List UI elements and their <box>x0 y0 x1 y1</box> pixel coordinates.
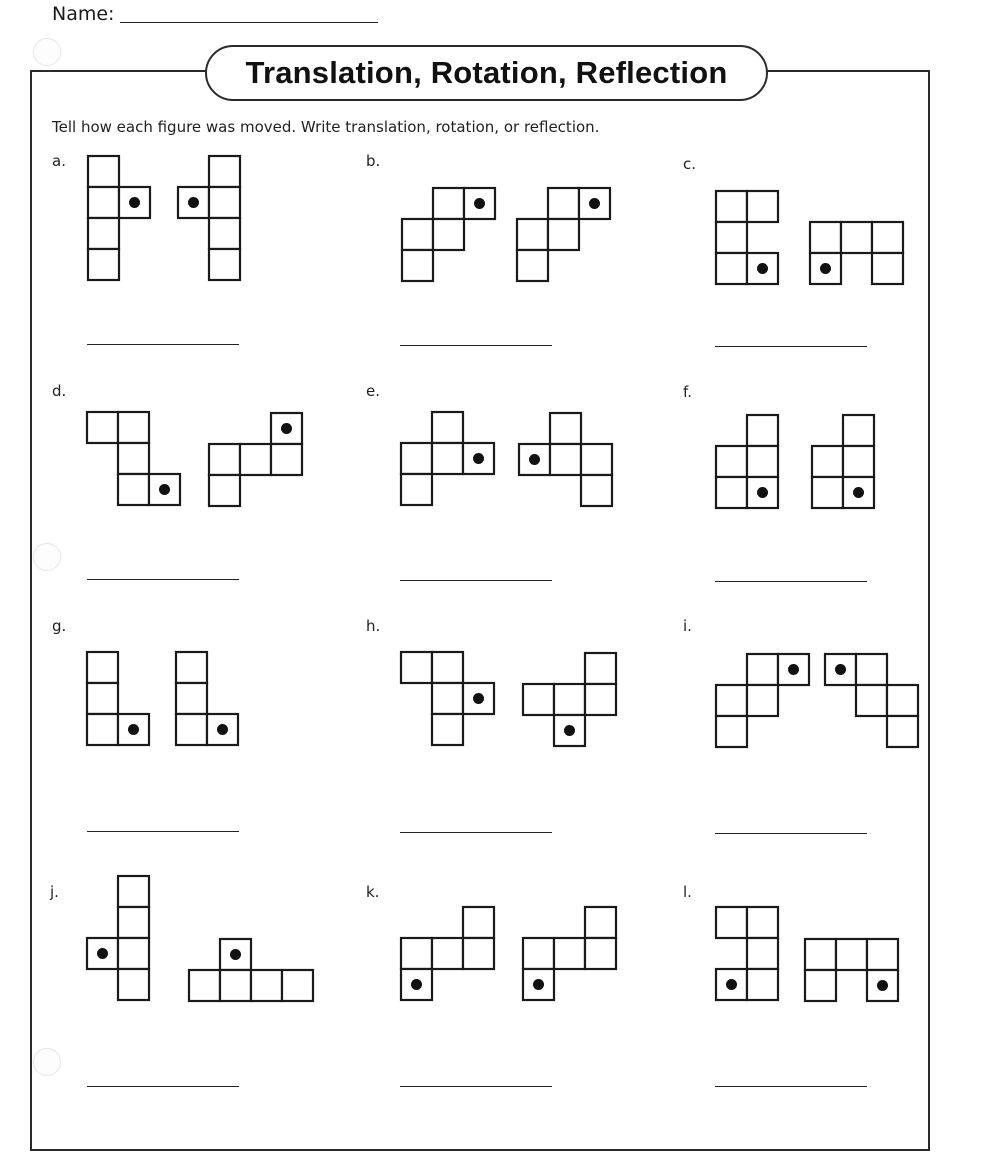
figure-b-left <box>402 188 495 281</box>
grid-square <box>856 685 887 716</box>
marker-dot <box>188 197 199 208</box>
marker-dot <box>564 725 575 736</box>
grid-square <box>585 938 616 969</box>
grid-square <box>887 716 918 747</box>
figure-c-left <box>716 191 778 284</box>
grid-square <box>118 876 149 907</box>
marker-dot <box>835 664 846 675</box>
name-label: Name: <box>52 3 115 25</box>
problem-label-g: g. <box>52 617 67 635</box>
grid-square <box>872 222 903 253</box>
grid-square <box>87 412 118 443</box>
marker-dot <box>159 484 170 495</box>
grid-square <box>716 477 747 508</box>
figure-h-left <box>401 652 494 745</box>
grid-square <box>432 683 463 714</box>
grid-square <box>402 219 433 250</box>
grid-square <box>176 714 207 745</box>
figure-a-left <box>88 156 150 280</box>
marker-dot <box>411 979 422 990</box>
grid-square <box>716 907 747 938</box>
problem-label-i: i. <box>683 617 692 635</box>
grid-square <box>716 222 747 253</box>
grid-square <box>251 970 282 1001</box>
grid-square <box>747 969 778 1000</box>
grid-square <box>517 250 548 281</box>
grid-square <box>747 938 778 969</box>
grid-square <box>716 446 747 477</box>
problem-label-h: h. <box>366 617 381 635</box>
grid-square <box>401 938 432 969</box>
figure-f-left <box>716 415 778 508</box>
figure-k-left <box>401 907 494 1000</box>
grid-square <box>401 443 432 474</box>
marker-dot <box>853 487 864 498</box>
grid-square <box>747 415 778 446</box>
grid-square <box>432 443 463 474</box>
grid-square <box>176 683 207 714</box>
instructions: Tell how each figure was moved. Write translation, rotation, or reflection. <box>52 118 600 136</box>
grid-square <box>805 939 836 970</box>
grid-square <box>585 684 616 715</box>
marker-dot <box>473 453 484 464</box>
grid-square <box>240 444 271 475</box>
marker-dot <box>281 423 292 434</box>
grid-square <box>585 653 616 684</box>
grid-square <box>581 475 612 506</box>
marker-dot <box>217 724 228 735</box>
grid-square <box>88 156 119 187</box>
grid-square <box>209 475 240 506</box>
marker-dot <box>128 724 139 735</box>
grid-square <box>867 939 898 970</box>
grid-square <box>271 444 302 475</box>
marker-dot <box>529 454 540 465</box>
grid-square <box>872 253 903 284</box>
grid-square <box>716 716 747 747</box>
grid-square <box>716 253 747 284</box>
grid-square <box>856 654 887 685</box>
problem-label-b: b. <box>366 152 381 170</box>
grid-square <box>581 444 612 475</box>
grid-square <box>812 477 843 508</box>
grid-square <box>209 156 240 187</box>
marker-dot <box>473 693 484 704</box>
marker-dot <box>129 197 140 208</box>
grid-square <box>836 939 867 970</box>
problem-label-f: f. <box>683 383 692 401</box>
grid-square <box>548 188 579 219</box>
grid-square <box>209 218 240 249</box>
figure-a-right <box>178 156 240 280</box>
grid-square <box>220 970 251 1001</box>
problem-label-j: j. <box>50 883 59 901</box>
grid-square <box>523 938 554 969</box>
figure-j-right <box>189 939 313 1001</box>
grid-square <box>176 652 207 683</box>
grid-square <box>432 652 463 683</box>
grid-square <box>87 683 118 714</box>
grid-square <box>463 907 494 938</box>
grid-square <box>118 443 149 474</box>
grid-square <box>433 219 464 250</box>
page-title: Translation, Rotation, Reflection <box>245 55 728 90</box>
figure-b-right <box>517 188 610 281</box>
marker-dot <box>757 487 768 498</box>
grid-square <box>841 222 872 253</box>
figure-c-right <box>810 222 903 284</box>
grid-square <box>209 249 240 280</box>
marker-dot <box>757 263 768 274</box>
figure-d-right <box>209 413 302 506</box>
marker-dot <box>820 263 831 274</box>
problem-label-k: k. <box>366 883 380 901</box>
grid-square <box>118 474 149 505</box>
grid-square <box>401 652 432 683</box>
grid-square <box>585 907 616 938</box>
figure-k-right <box>523 907 616 1000</box>
grid-square <box>747 654 778 685</box>
problem-label-c: c. <box>683 155 697 173</box>
figure-l-left <box>716 907 778 1000</box>
grid-square <box>843 446 874 477</box>
marker-dot <box>589 198 600 209</box>
figure-i-right <box>825 654 918 747</box>
grid-square <box>401 474 432 505</box>
grid-square <box>432 714 463 745</box>
grid-square <box>88 187 119 218</box>
figure-d-left <box>87 412 180 505</box>
grid-square <box>87 714 118 745</box>
marker-dot <box>726 979 737 990</box>
grid-square <box>282 970 313 1001</box>
grid-square <box>716 685 747 716</box>
grid-square <box>189 970 220 1001</box>
grid-square <box>209 444 240 475</box>
grid-square <box>432 938 463 969</box>
grid-square <box>747 446 778 477</box>
grid-square <box>88 249 119 280</box>
grid-square <box>550 413 581 444</box>
grid-square <box>209 187 240 218</box>
grid-square <box>887 685 918 716</box>
grid-square <box>88 218 119 249</box>
figure-l-right <box>805 939 898 1001</box>
marker-dot <box>97 948 108 959</box>
grid-square <box>432 412 463 443</box>
grid-square <box>554 938 585 969</box>
grid-square <box>747 907 778 938</box>
grid-square <box>118 969 149 1000</box>
grid-square <box>548 219 579 250</box>
grid-square <box>747 685 778 716</box>
grid-square <box>554 684 585 715</box>
problem-label-e: e. <box>366 382 380 400</box>
problem-label-a: a. <box>52 152 66 170</box>
figure-i-left <box>716 654 809 747</box>
figure-e-right <box>519 413 612 506</box>
grid-square <box>716 191 747 222</box>
grid-square <box>805 970 836 1001</box>
grid-square <box>517 219 548 250</box>
grid-square <box>843 415 874 446</box>
grid-square <box>402 250 433 281</box>
grid-square <box>810 222 841 253</box>
grid-square <box>87 652 118 683</box>
marker-dot <box>474 198 485 209</box>
figure-f-right <box>812 415 874 508</box>
figure-e-left <box>401 412 494 505</box>
grid-square <box>463 938 494 969</box>
grid-square <box>118 412 149 443</box>
marker-dot <box>788 664 799 675</box>
marker-dot <box>230 949 241 960</box>
figure-g-right <box>176 652 238 745</box>
figure-j-left <box>87 876 149 1000</box>
grid-square <box>118 907 149 938</box>
grid-square <box>433 188 464 219</box>
problem-label-d: d. <box>52 382 67 400</box>
grid-square <box>550 444 581 475</box>
grid-square <box>747 191 778 222</box>
figure-h-right <box>523 653 616 746</box>
marker-dot <box>533 979 544 990</box>
figure-g-left <box>87 652 149 745</box>
grid-square <box>812 446 843 477</box>
grid-square <box>523 684 554 715</box>
problem-label-l: l. <box>683 883 692 901</box>
grid-square <box>118 938 149 969</box>
marker-dot <box>877 980 888 991</box>
